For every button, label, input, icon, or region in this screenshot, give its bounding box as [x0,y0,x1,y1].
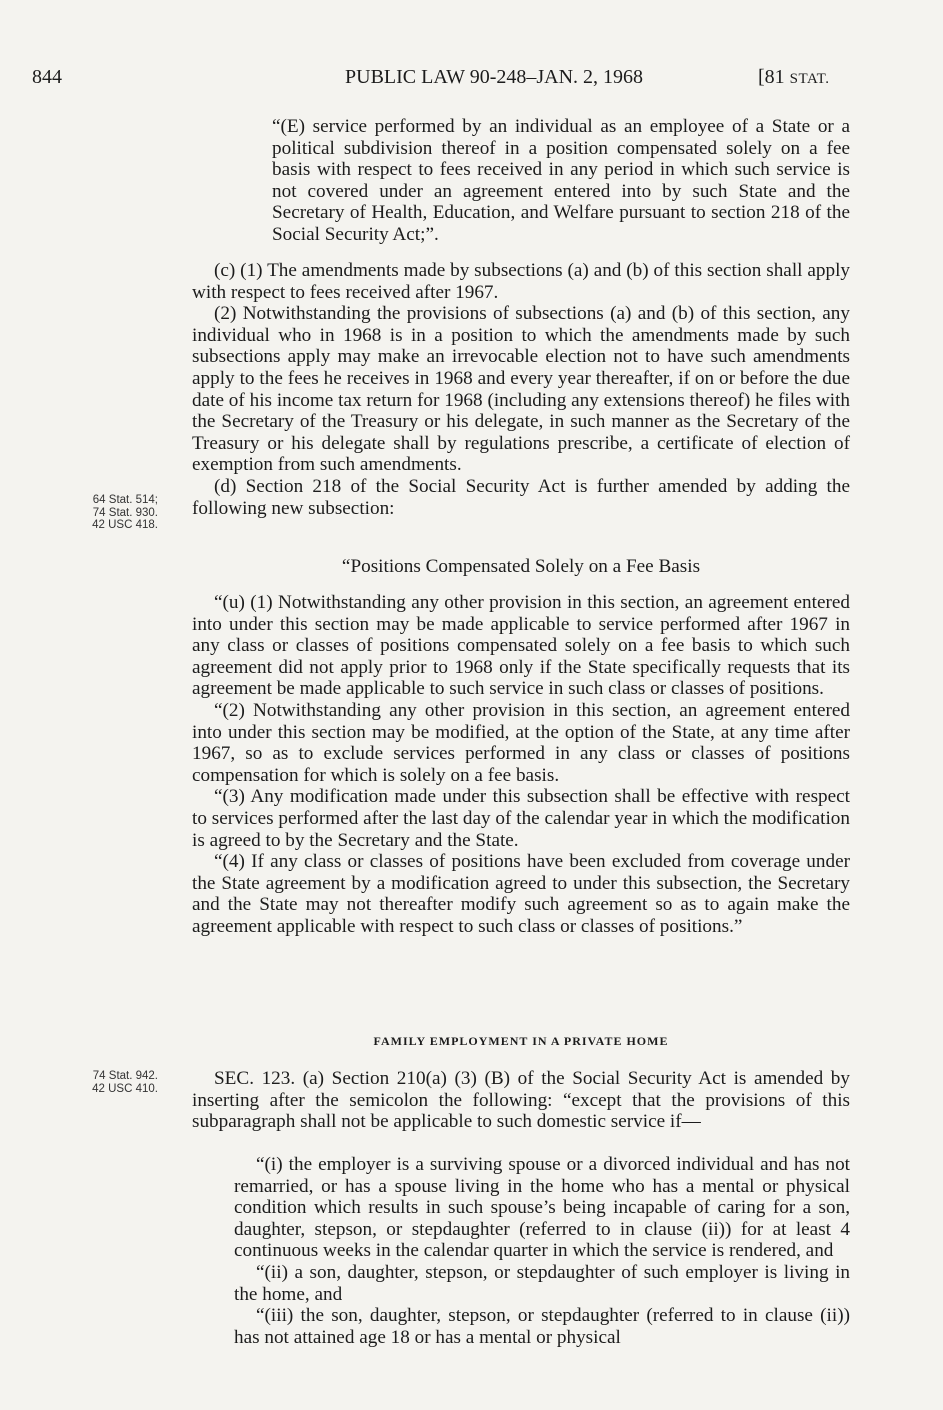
page-header [0,66,943,94]
paragraph-u4: “(4) If any class or classes of positions have been excluded from coverage under the State agreement by a modification agreed to under this subsection, the Secretary and the State may not thereafter modify such agreement so as to again make the agreement applicable with respect to such class or classes of positions.” [192,851,850,937]
section-c-d-block [192,260,850,519]
section-heading-family-employment: FAMILY EMPLOYMENT IN A PRIVATE HOME [373,1034,669,1048]
clause-e: “(E) service performed by an individual as an employee of a State or a political subdivision thereof in a position compensated solely on a fee basis with respect to fees received in any period in which such service is not covered under an agreement entered into by such State and the Secretary of Health, Education, and Welfare pursuant to section 218 of the Social Security Act;”. [272,116,850,245]
margin-note-line: 64 Stat. 514; [92,494,158,506]
clause-ii: “(ii) a son, daughter, stepson, or stepdaughter of such employer is living in the home, and [234,1261,850,1305]
margin-note-2 [22,1070,158,1095]
subsection-u-block [192,592,850,938]
statute-volume: [81 [758,66,785,88]
subsection-heading: “Positions Compensated Solely on a Fee Basis [341,556,701,577]
clauses-block [234,1154,850,1348]
statute-label: STAT. [789,71,830,87]
margin-note-line: 74 Stat. 930. [92,506,158,519]
paragraph-c1: (c) (1) The amendments made by subsections (a) and (b) of this section shall apply with respect to fees received after 1967. [192,260,850,303]
paragraph-c2: (2) Notwithstanding the provisions of subsections (a) and (b) of this section, any individual who in 1968 is in a position to which the amendments made by such subsections apply may make an irrevocable election not to have such amendments apply to the fees he receives in 1968 and every year thereafter, if on or before the due date of his income tax return for 1968 (including any extensions thereof) he files with the Secretary of the Treasury or his delegate, in such manner as the Secretary of the Treasury or his delegate shall by regulations prescribe, a certificate of election of exemption from such amendments. [192,303,850,476]
paragraph-d: (d) Section 218 of the Social Security Act is further amended by adding the following new subsection: [192,475,850,519]
running-title: PUBLIC LAW 90-248–JAN. 2, 1968 [345,66,644,88]
paragraph-u3: “(3) Any modification made under this subsection shall be effective with respect to services performed after the last day of the calendar year in which the modification is agreed to by the Secretary and the State. [192,786,850,851]
paragraph-u2: “(2) Notwithstanding any other provision in this section, an agreement entered into under this section may be modified, at the option of the State, at any time after 1967, so as to exclude services performed in any class or classes of positions compensation for which is solely on a fee basis. [192,699,850,786]
statute-reference [758,66,829,89]
margin-note-line: 42 USC 410. [92,1082,158,1095]
page-number: 844 [32,66,62,88]
margin-note-line: 42 USC 418. [92,519,158,531]
margin-note-line: 74 Stat. 942. [92,1070,158,1082]
clause-i: “(i) the employer is a surviving spouse or a divorced individual and has not remarried, or has a spouse living in the home who has a mental or physical condition which results in such spouse’s being incapable of caring for a son, daughter, stepson, or stepdaughter (referred to in clause (ii)) for at least 4 continuous weeks in the calendar quarter in which the service is rendered, and [234,1154,850,1262]
paragraph-u1: “(u) (1) Notwithstanding any other provision in this section, an agreement entered into under this section may be made applicable to service performed after 1967 in any class or classes of positions compensated solely on a fee basis to which such agreement did not apply prior to 1968 only if the State specifically requests that its agreement be made applicable to such service in such class or classes of positions. [192,592,850,700]
section-123-block [192,1068,850,1133]
clause-iii: “(iii) the son, daughter, stepson, or stepdaughter (referred to in clause (ii)) has not attained age 18 or has a mental or physical [234,1305,850,1348]
clause-e-block [272,116,850,246]
margin-note-1 [22,494,158,532]
section-123: SEC. 123. (a) Section 210(a) (3) (B) of the Social Security Act is amended by inserting after the semicolon the following: “except that the provisions of this subparagraph shall not be applicable to such domestic service if— [192,1068,850,1133]
